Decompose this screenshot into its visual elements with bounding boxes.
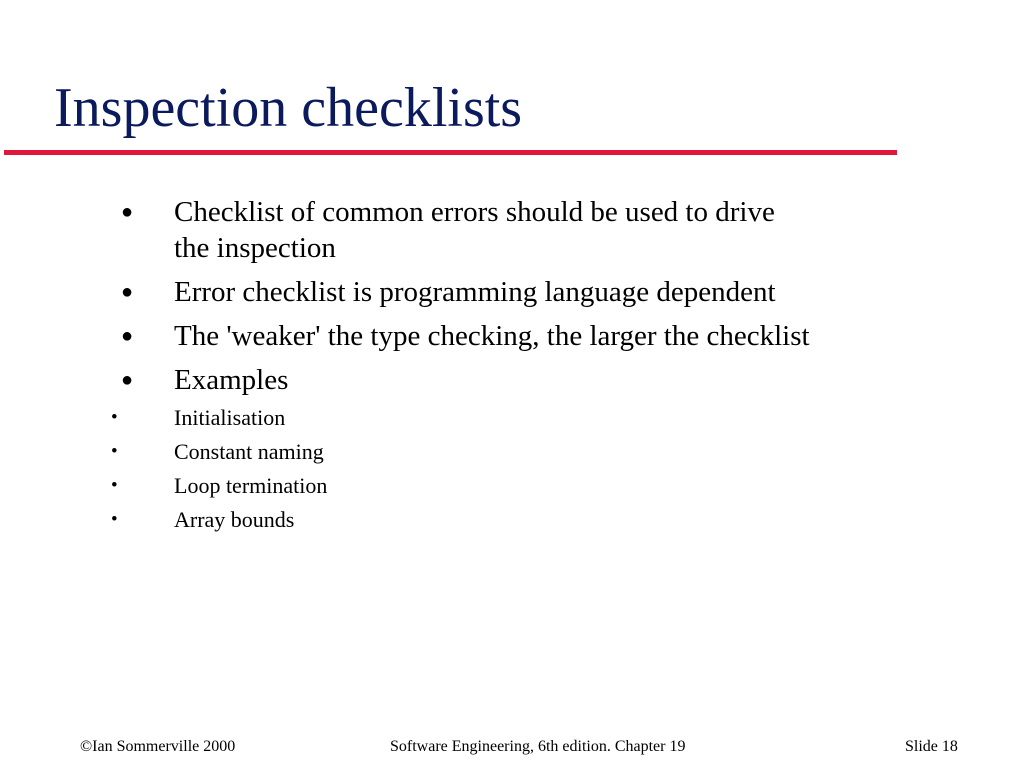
- slide-number: Slide 18: [905, 738, 958, 755]
- subbullet-text: Constant naming: [174, 439, 324, 464]
- subbullet-text: Initialisation: [174, 405, 286, 430]
- slide-title: Inspection checklists: [54, 77, 523, 139]
- subbullet-marker-icon: •: [111, 441, 118, 462]
- subbullet-text: Array bounds: [174, 507, 295, 532]
- subbullet-marker-icon: •: [111, 475, 118, 496]
- bullet-marker-icon: ●: [121, 369, 134, 391]
- subbullet-item: [111, 401, 814, 435]
- subbullet-item: [111, 469, 814, 503]
- subbullet-item: [111, 503, 814, 537]
- bullet-item: [0, 274, 814, 310]
- subbullet-list: [111, 401, 814, 537]
- bullet-item: [0, 194, 814, 266]
- subbullet-text: Loop termination: [174, 473, 328, 498]
- bullet-text: Examples: [174, 364, 289, 396]
- title-underline: [4, 150, 897, 155]
- bullet-text: Error checklist is programming language dependent: [174, 276, 776, 308]
- subbullet-item: [111, 435, 814, 469]
- bullet-text: The 'weaker' the type checking, the larger the checklist: [174, 320, 810, 352]
- bullet-text: Checklist of common errors should be used to drive the inspection: [174, 196, 775, 264]
- bullet-item: [0, 318, 814, 354]
- subbullet-marker-icon: •: [111, 509, 118, 530]
- footer-book-reference: Software Engineering, 6th edition. Chapter 19: [390, 738, 686, 755]
- bullet-list: [0, 194, 900, 545]
- bullet-marker-icon: ●: [121, 325, 134, 347]
- bullet-marker-icon: ●: [121, 201, 134, 223]
- footer-copyright: ©Ian Sommerville 2000: [80, 738, 236, 755]
- bullet-marker-icon: ●: [121, 281, 134, 303]
- subbullet-marker-icon: •: [111, 407, 118, 428]
- bullet-item: [0, 362, 814, 537]
